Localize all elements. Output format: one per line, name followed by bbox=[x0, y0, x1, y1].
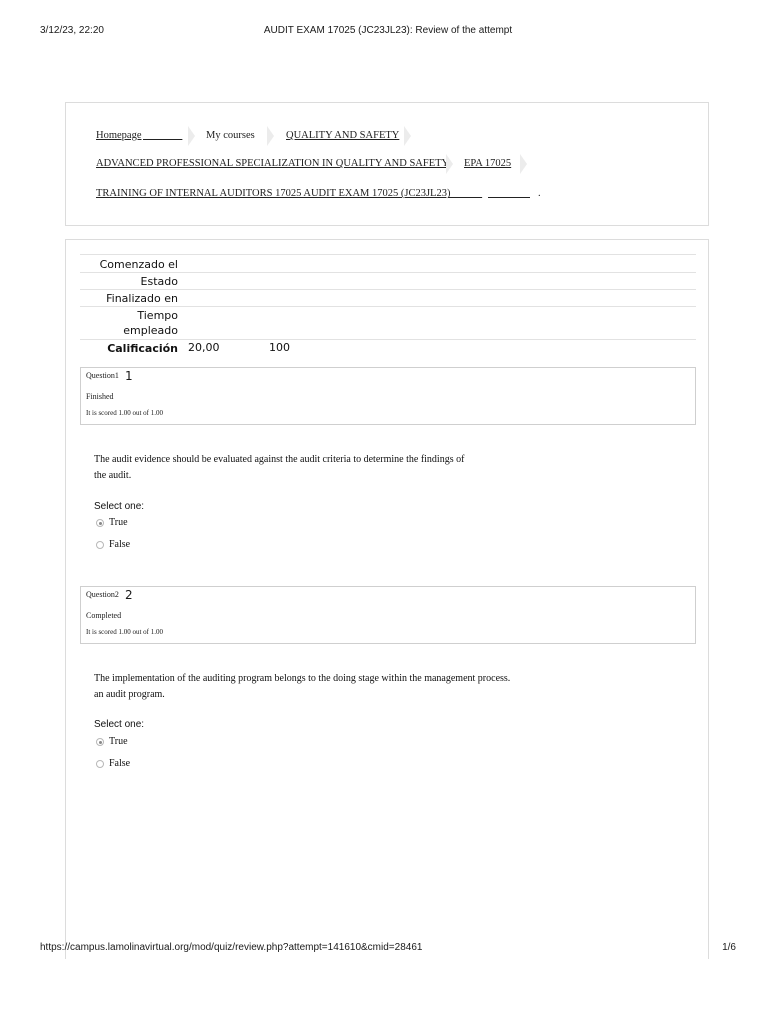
radio-checked-icon[interactable] bbox=[96, 519, 104, 527]
breadcrumb-quality-and-safety[interactable]: QUALITY AND SAFETY bbox=[286, 130, 400, 141]
summary-label: empleado bbox=[123, 324, 178, 337]
summary-row-started bbox=[80, 254, 696, 272]
breadcrumb-separator-icon bbox=[520, 154, 528, 174]
question-grade: It is scored 1.00 out of 1.00 bbox=[86, 409, 163, 417]
option-label: True bbox=[109, 736, 128, 747]
question-number: 1 bbox=[125, 369, 133, 383]
summary-row-grade bbox=[80, 339, 696, 357]
breadcrumb-homepage-underline-gap bbox=[143, 130, 182, 141]
summary-label: Calificación bbox=[107, 342, 178, 355]
summary-label: Tiempo bbox=[137, 309, 178, 322]
summary-row-finished bbox=[80, 289, 696, 306]
question-text-line: The implementation of the auditing program belongs to the doing stage within the management process. bbox=[94, 673, 511, 684]
breadcrumb-training[interactable]: TRAINING OF INTERNAL AUDITORS 17025 AUDIT EXAM 17025 (JC23JL23) bbox=[96, 188, 451, 199]
question-text bbox=[94, 452, 534, 484]
print-footer bbox=[40, 942, 736, 956]
summary-label: Comenzado el bbox=[99, 258, 178, 271]
breadcrumb-my-courses[interactable]: My courses bbox=[206, 130, 255, 141]
question-info-box bbox=[80, 367, 696, 425]
breadcrumb-training-underline-gap bbox=[448, 188, 482, 199]
page-number: 1/6 bbox=[722, 942, 736, 953]
breadcrumb-separator-icon bbox=[267, 126, 275, 146]
print-url: https://campus.lamolinavirtual.org/mod/quiz/review.php?attempt=141610&cmid=28461 bbox=[40, 942, 423, 953]
breadcrumb-separator-icon bbox=[404, 126, 412, 146]
question-info-box bbox=[80, 586, 696, 644]
select-one-prompt: Select one: bbox=[94, 719, 145, 730]
summary-label: Estado bbox=[140, 275, 178, 288]
breadcrumb-separator-icon bbox=[188, 126, 196, 146]
option-label: True bbox=[109, 517, 128, 528]
grade-value: 20,00 bbox=[188, 341, 220, 354]
print-header bbox=[40, 25, 736, 39]
question-text-line: The audit evidence should be evaluated against the audit criteria to determine the findings of bbox=[94, 454, 465, 465]
summary-row-state bbox=[80, 272, 696, 289]
question-grade: It is scored 1.00 out of 1.00 bbox=[86, 628, 163, 636]
breadcrumb-specialization[interactable]: ADVANCED PROFESSIONAL SPECIALIZATION IN QUALITY AND SAFETY bbox=[96, 158, 450, 169]
question-text bbox=[94, 671, 554, 703]
breadcrumb-separator-icon bbox=[446, 154, 454, 174]
print-title: AUDIT EXAM 17025 (JC23JL23): Review of the attempt bbox=[263, 25, 513, 36]
question-state: Finished bbox=[86, 392, 114, 401]
question-number: 2 bbox=[125, 588, 133, 602]
summary-row-time bbox=[80, 306, 696, 339]
option-label: False bbox=[109, 758, 131, 769]
option-label: False bbox=[109, 539, 131, 550]
question-state: Completed bbox=[86, 611, 122, 620]
breadcrumb-homepage[interactable]: Homepage bbox=[96, 130, 142, 141]
breadcrumb-epa[interactable]: EPA 17025 bbox=[464, 158, 512, 169]
summary-label: Finalizado en bbox=[106, 292, 178, 305]
question-text-line: the audit. bbox=[94, 470, 132, 481]
radio-checked-icon[interactable] bbox=[96, 738, 104, 746]
radio-unchecked-icon[interactable] bbox=[96, 541, 104, 549]
select-one-prompt: Select one: bbox=[94, 501, 145, 512]
breadcrumb-trailing: . bbox=[538, 188, 541, 199]
radio-unchecked-icon[interactable] bbox=[96, 760, 104, 768]
question-label: Question2 bbox=[86, 590, 119, 599]
print-date: 3/12/23, 22:20 bbox=[40, 25, 104, 36]
question-text-line: an audit program. bbox=[94, 689, 165, 700]
question-label: Question1 bbox=[86, 371, 119, 380]
grade-max: 100 bbox=[269, 341, 290, 354]
breadcrumb-trailing-underline bbox=[488, 188, 530, 199]
